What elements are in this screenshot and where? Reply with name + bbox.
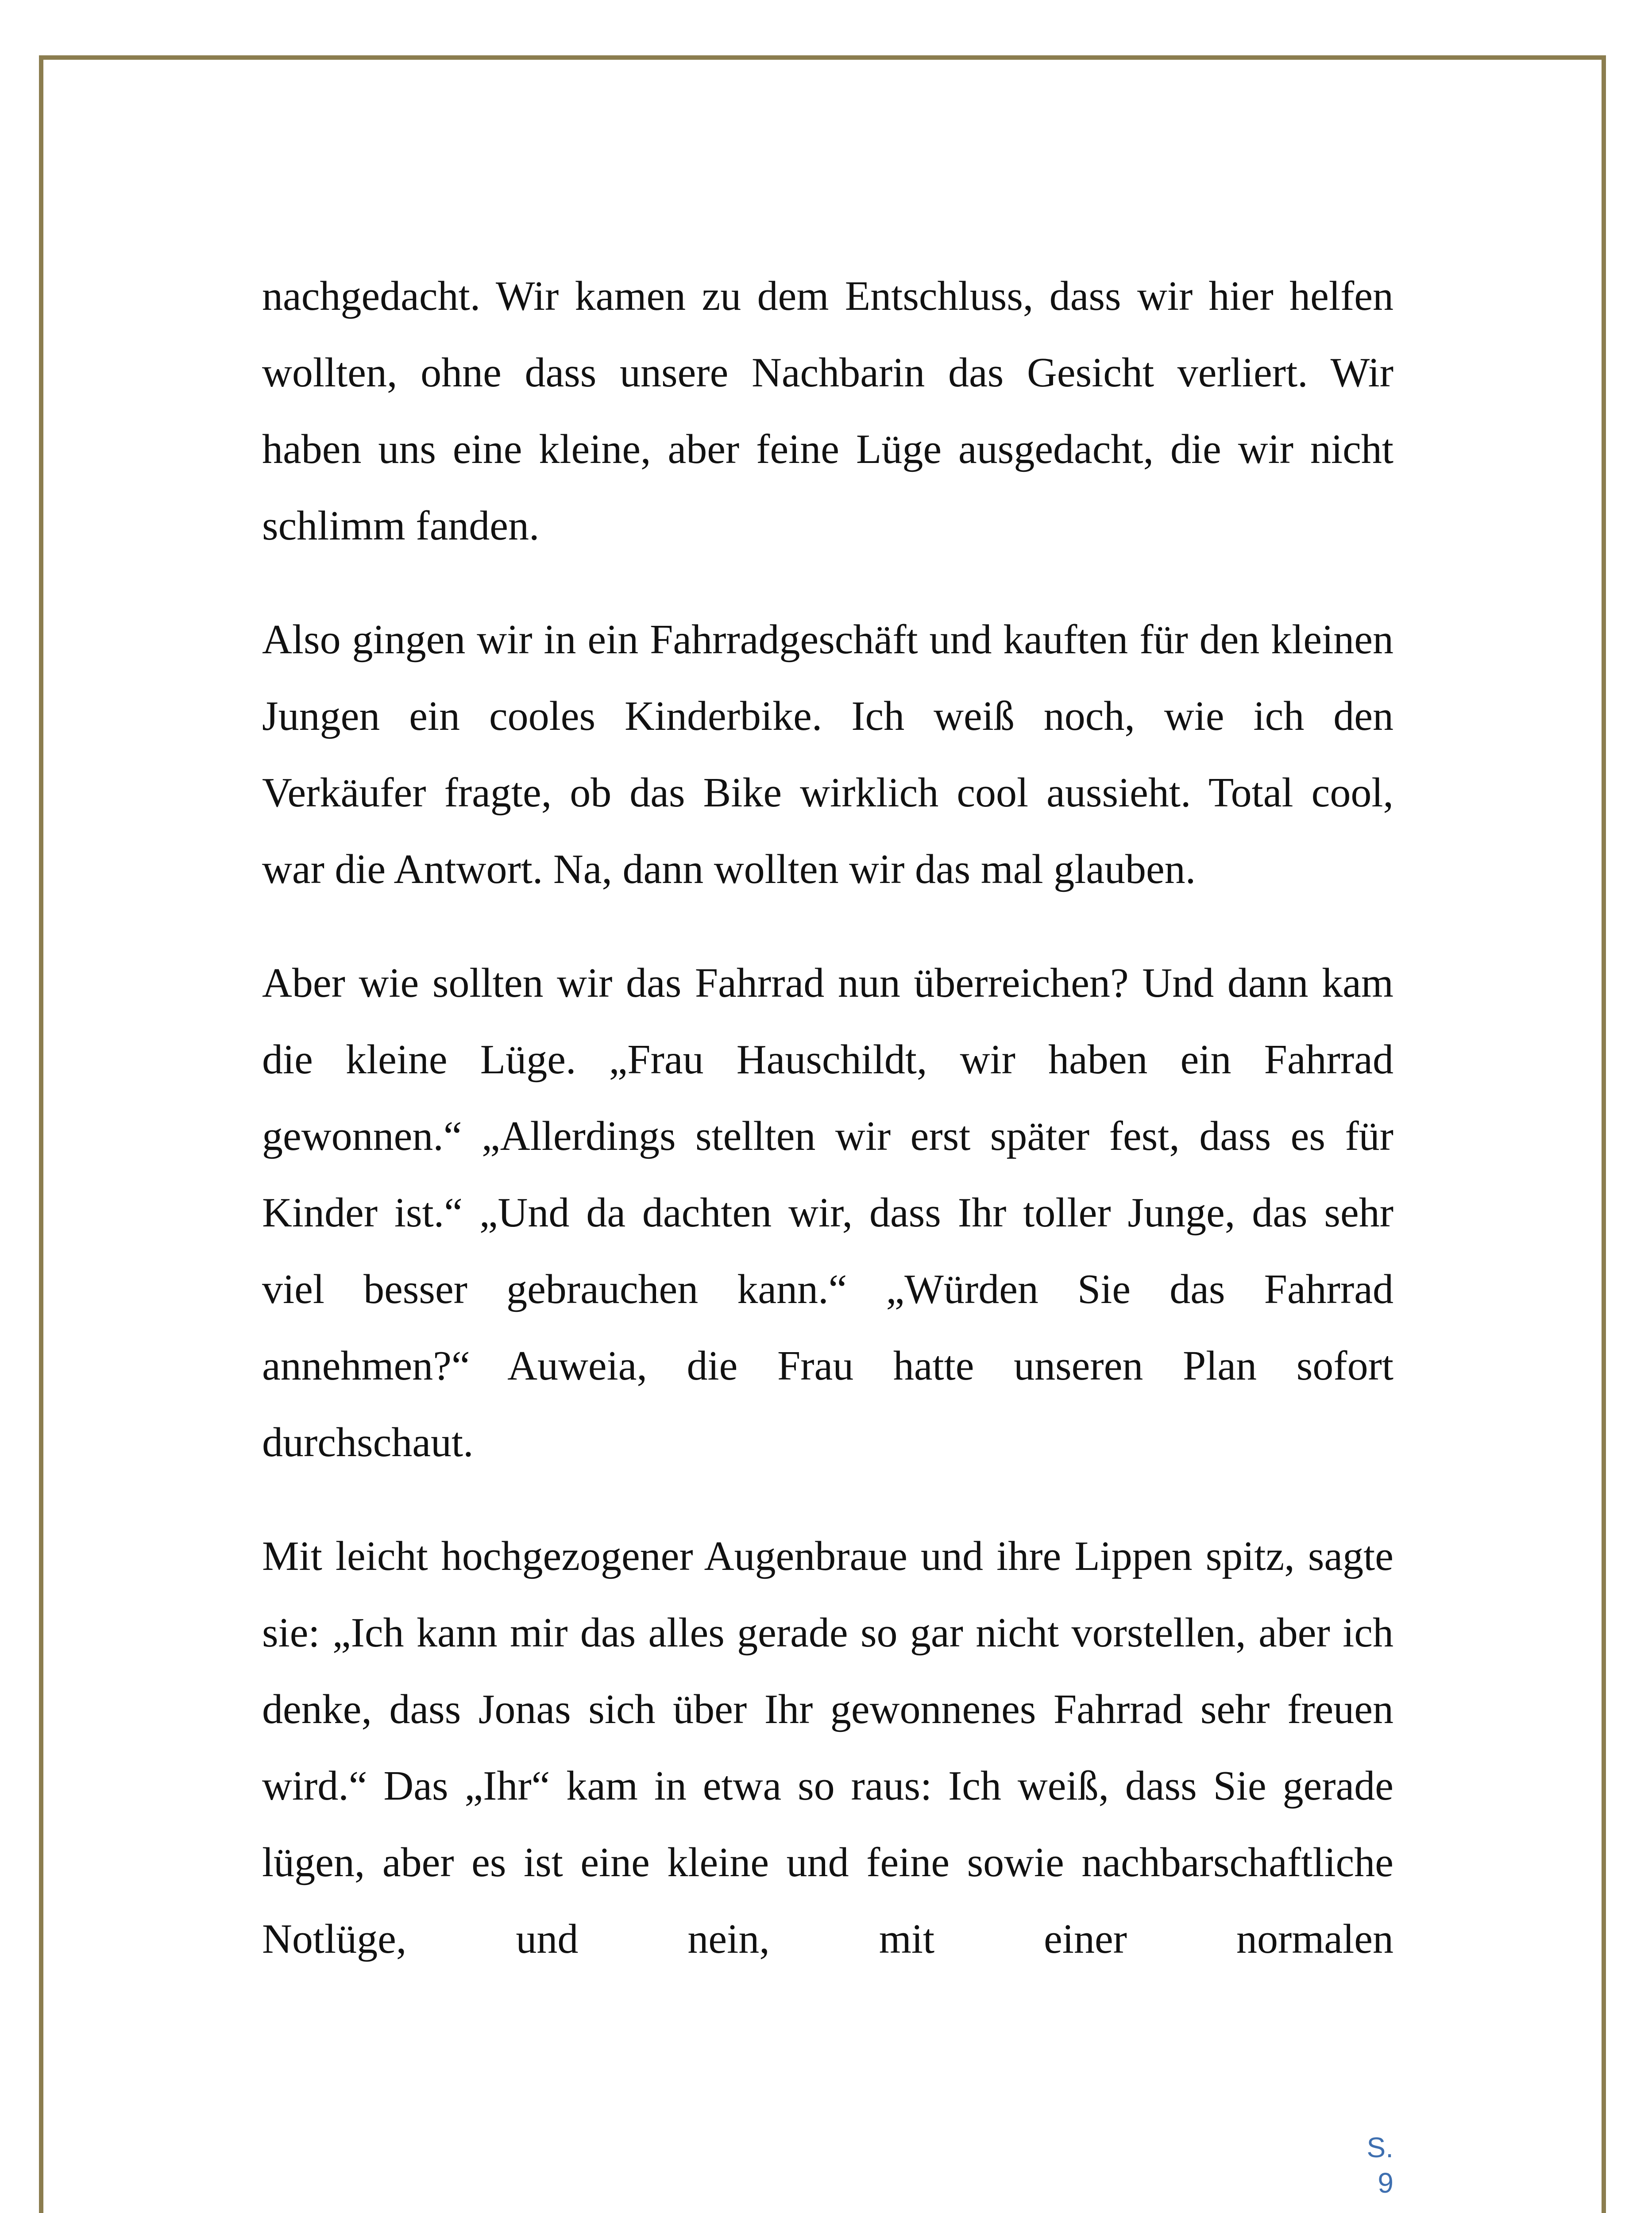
paragraph-2: Also gingen wir in ein Fahrradgeschäft und kauften für den kleinen Jungen ein cooles Kinderbike. Ich weiß noch, wie ich den Verkäufer fragte, ob das Bike wirklich cool aussieht. Total cool, war die Antwort. Na, dann wollten wir das mal glauben. [262, 617, 1393, 892]
body-text [262, 258, 1393, 2015]
paragraph-3: Aber wie sollten wir das Fahrrad nun überreichen? Und dann kam die kleine Lüge. „Frau Hauschildt, wir haben ein Fahrrad gewonnen.“ „Allerdings stellten wir erst später fest, dass es für Kinder ist.“ „Und da dachten wir, dass Ihr toller Junge, das sehr viel besser gebrauchen kann.“ „Würden Sie das Fahrrad annehmen?“ Auweia, die Frau hatte unseren Plan sofort durchschaut. [262, 960, 1393, 1465]
paragraph-4: Mit leicht hochgezogener Augenbraue und ihre Lippen spitz, sagte sie: „Ich kann mir das alles gerade so gar nicht vorstellen, aber ich denke, dass Jonas sich über Ihr gewonnenes Fahrrad sehr freuen wird.“ Das „Ihr“ kam in etwa so raus: Ich weiß, dass Sie gerade lügen, aber es ist eine kleine und feine sowie nachbarschaftliche Notlüge, und nein, mit einer normalen [262, 1533, 1393, 1962]
page-number: S. 9 [1366, 2132, 1393, 2199]
paragraph-1: nachgedacht. Wir kamen zu dem Entschluss, dass wir hier helfen wollten, ohne dass unsere Nachbarin das Gesicht verliert. Wir haben uns eine kleine, aber feine Lüge ausgedacht, die wir nicht schlimm fanden. [262, 273, 1393, 549]
